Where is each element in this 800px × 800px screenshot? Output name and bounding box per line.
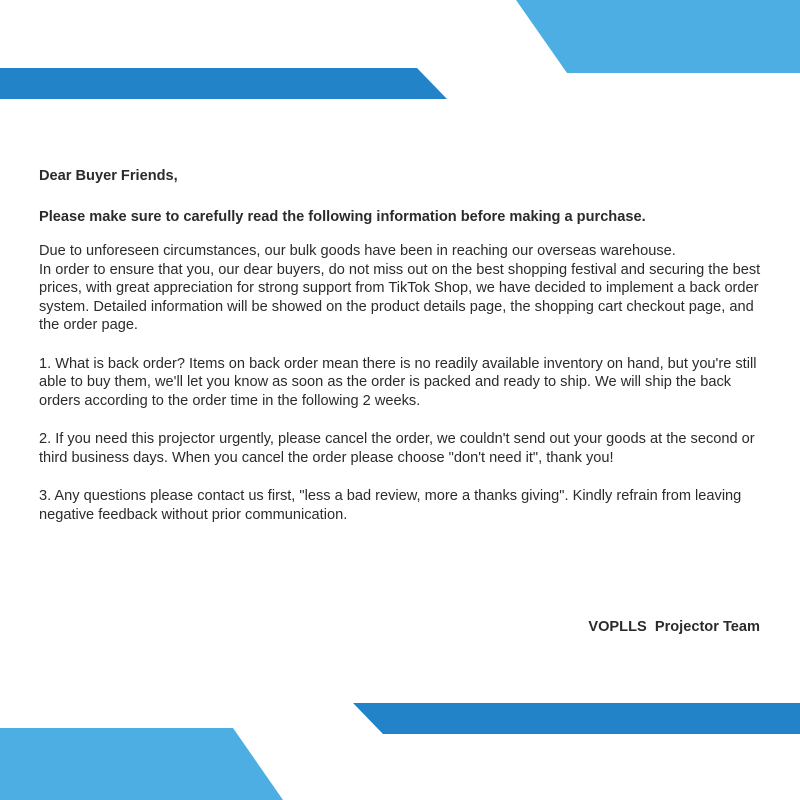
greeting: Dear Buyer Friends,: [39, 168, 178, 184]
intro-paragraph: [39, 242, 763, 335]
notice-heading: Please make sure to carefully read the following information before making a purchase.: [39, 208, 646, 225]
point-back-order: 1. What is back order? Items on back order mean there is no readily available inventory on hand, but you're still able to buy them, we'll let you know as soon as the order is packed and ready to ship. We will ship the back orders according to the order time in the following 2 weeks.: [39, 355, 757, 409]
bottom-left-light-banner: [0, 728, 283, 800]
intro-line: Due to unforeseen circumstances, our bulk goods have been in reaching our overseas warehouse.: [39, 243, 676, 259]
top-right-light-banner: [516, 0, 800, 73]
signature: VOPLLS Projector Team: [588, 619, 760, 635]
intro-body: In order to ensure that you, our dear buyers, do not miss out on the best shopping festival and securing the best prices, with great appreciation for strong support from TikTok Shop, we have decided to implement a back order system. Detailed information will be showed on the product details page, the shopping cart checkout page, and the order page.: [39, 261, 761, 333]
point-contact-us: 3. Any questions please contact us first, "less a bad review, more a thanks giving". Kindly refrain from leaving negative feedback without prior communication.: [39, 488, 742, 523]
top-left-dark-banner: [0, 68, 447, 99]
bottom-right-dark-banner: [353, 703, 800, 734]
notice-letter: [39, 167, 763, 524]
point-cancel-order: 2. If you need this projector urgently, please cancel the order, we couldn't send out your goods at the second or third business days. When you cancel the order please choose "don't need it", thank you!: [39, 431, 755, 466]
